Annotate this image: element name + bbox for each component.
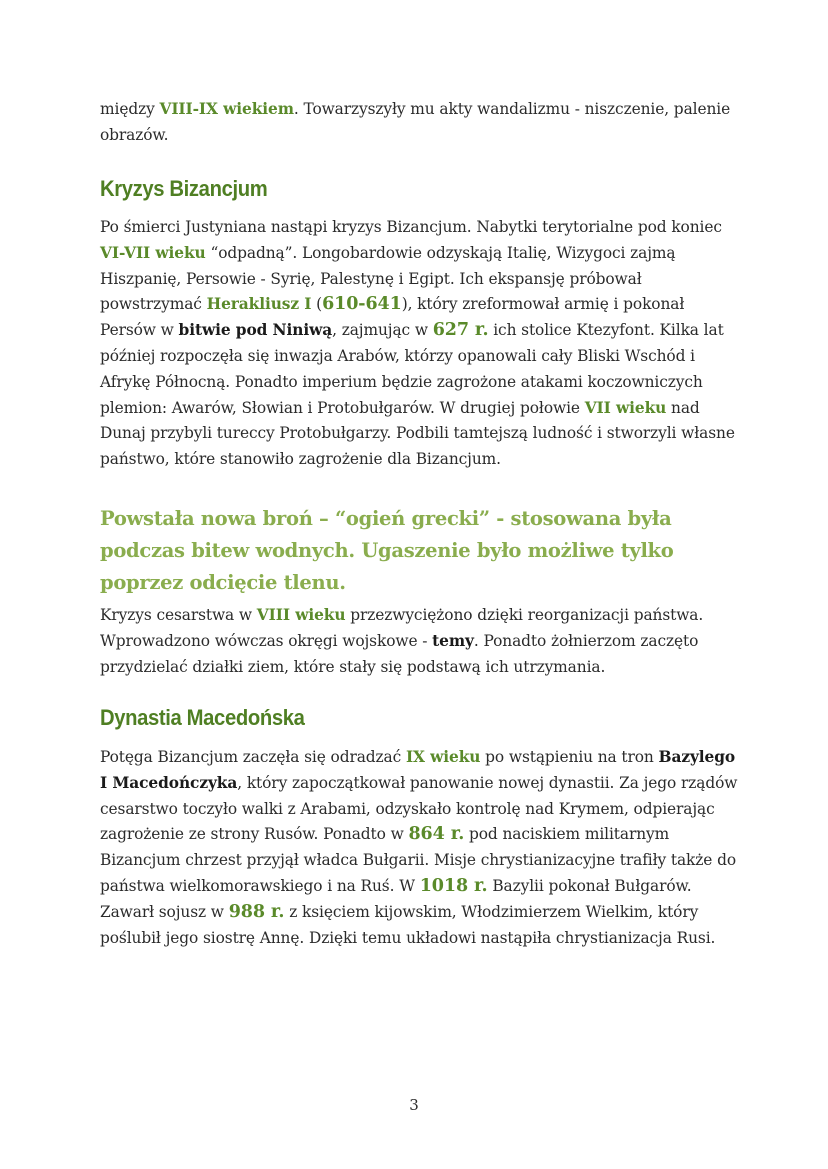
text: , zajmując w: [332, 321, 433, 340]
highlight-date: VIII wieku: [256, 606, 346, 624]
text: nad Dunaj przybyli tureccy Protobułgarzy. Podbili tamtejszą ludność i stworzyli własne państwo, które stanowiło zagrożenie dla Bizancjum.: [100, 398, 735, 469]
bold-term: bitwie pod Niniwą: [178, 321, 333, 340]
text: przezwyciężono dzięki reorganizacji państwa. Wprowadzono wówczas okręgi wojskowe -: [100, 606, 704, 650]
highlight-date: VII wieku: [584, 398, 667, 417]
text: między: [100, 100, 160, 118]
highlight-date: 610-641: [322, 294, 402, 315]
intro-paragraph: [100, 97, 740, 149]
highlight-date: VIII-IX wiekiem: [159, 100, 294, 118]
highlight-name: Herakliusz I: [206, 295, 312, 314]
highlight-date: IX wieku: [405, 748, 481, 766]
callout-quote: Powstała nowa broń – “ogień grecki” - stosowana była podczas bitew wodnych. Ugaszenie było możliwe tylko poprzez odcięcie tlenu.: [100, 507, 674, 594]
text: Bazylii pokonał Bułgarów. Zawarł sojusz w: [100, 876, 692, 921]
text: Kryzys cesarstwa w: [100, 606, 257, 624]
dynastia-paragraph: [100, 745, 740, 951]
highlight-date: 1018 r.: [419, 875, 488, 896]
highlight-date: 988 r.: [228, 901, 285, 922]
text: po wstąpieniu na tron: [480, 748, 659, 766]
cesarstwo-paragraph: [100, 603, 740, 680]
text: (: [311, 295, 323, 314]
text: ), który zreformował armię i pokonał Persów w: [100, 295, 685, 340]
page-number: 3: [409, 1096, 419, 1114]
text: Po śmierci Justyniana nastąpi kryzys Bizancjum. Nabytki terytorialne pod koniec: [100, 218, 722, 236]
bold-term: Bazylego I Macedończyka: [100, 748, 736, 792]
text: . Ponadto żołnierzom zaczęto przydzielać działki ziem, które stały się podstawą ich utrzymania.: [100, 631, 699, 676]
text: “odpadną”. Longobardowie odzyskają Italię, Wizygoci zajmą Hiszpanię, Persowie - Syrię, Palestynę i Egipt. Ich ekspansję próbował powstrzymać: [100, 243, 676, 314]
highlight-date: 864 r.: [408, 824, 465, 845]
section-heading-dynastia: Dynastia Macedońska: [100, 705, 305, 730]
text: z księciem kijowskim, Włodzimierzem Wielkim, który poślubił jego siostrę Annę. Dzięki temu układowi nastąpiła chrystianizacja Rusi.: [100, 902, 716, 947]
text: Potęga Bizancjum zaczęła się odradzać: [100, 748, 406, 766]
highlight-date: VI-VII wieku: [100, 243, 206, 262]
text: . Towarzyszyły mu akty wandalizmu - niszczenie, palenie obrazów.: [100, 100, 731, 144]
bold-term: temy: [432, 631, 474, 650]
text: pod naciskiem militarnym Bizancjum chrzest przyjął władca Bułgarii. Misje chrystianizacyjne trafiły także do państwa wielkomorawskiego i na Ruś. W: [100, 825, 737, 895]
highlight-date: 627 r.: [432, 320, 489, 341]
text: , który zapoczątkował panowanie nowej dynastii. Za jego rządów cesarstwo toczyło walki z Arabami, odzyskało kontrolę nad Krymem, odpierając zagrożenie ze strony Rusów. Ponadto w: [100, 773, 738, 844]
text: ich stolice Ktezyfont. Kilka lat później rozpoczęła się inwazja Arabów, którzy opanowali cały Bliski Wschód i Afrykę Północną. Ponadto imperium będzie zagrożone atakami koczowniczych plemion: Awarów, Słowian i Protobułgarów. W drugiej połowie: [100, 321, 724, 417]
section-heading-kryzys: Kryzys Bizancjum: [100, 176, 268, 201]
kryzys-paragraph: [100, 215, 740, 473]
